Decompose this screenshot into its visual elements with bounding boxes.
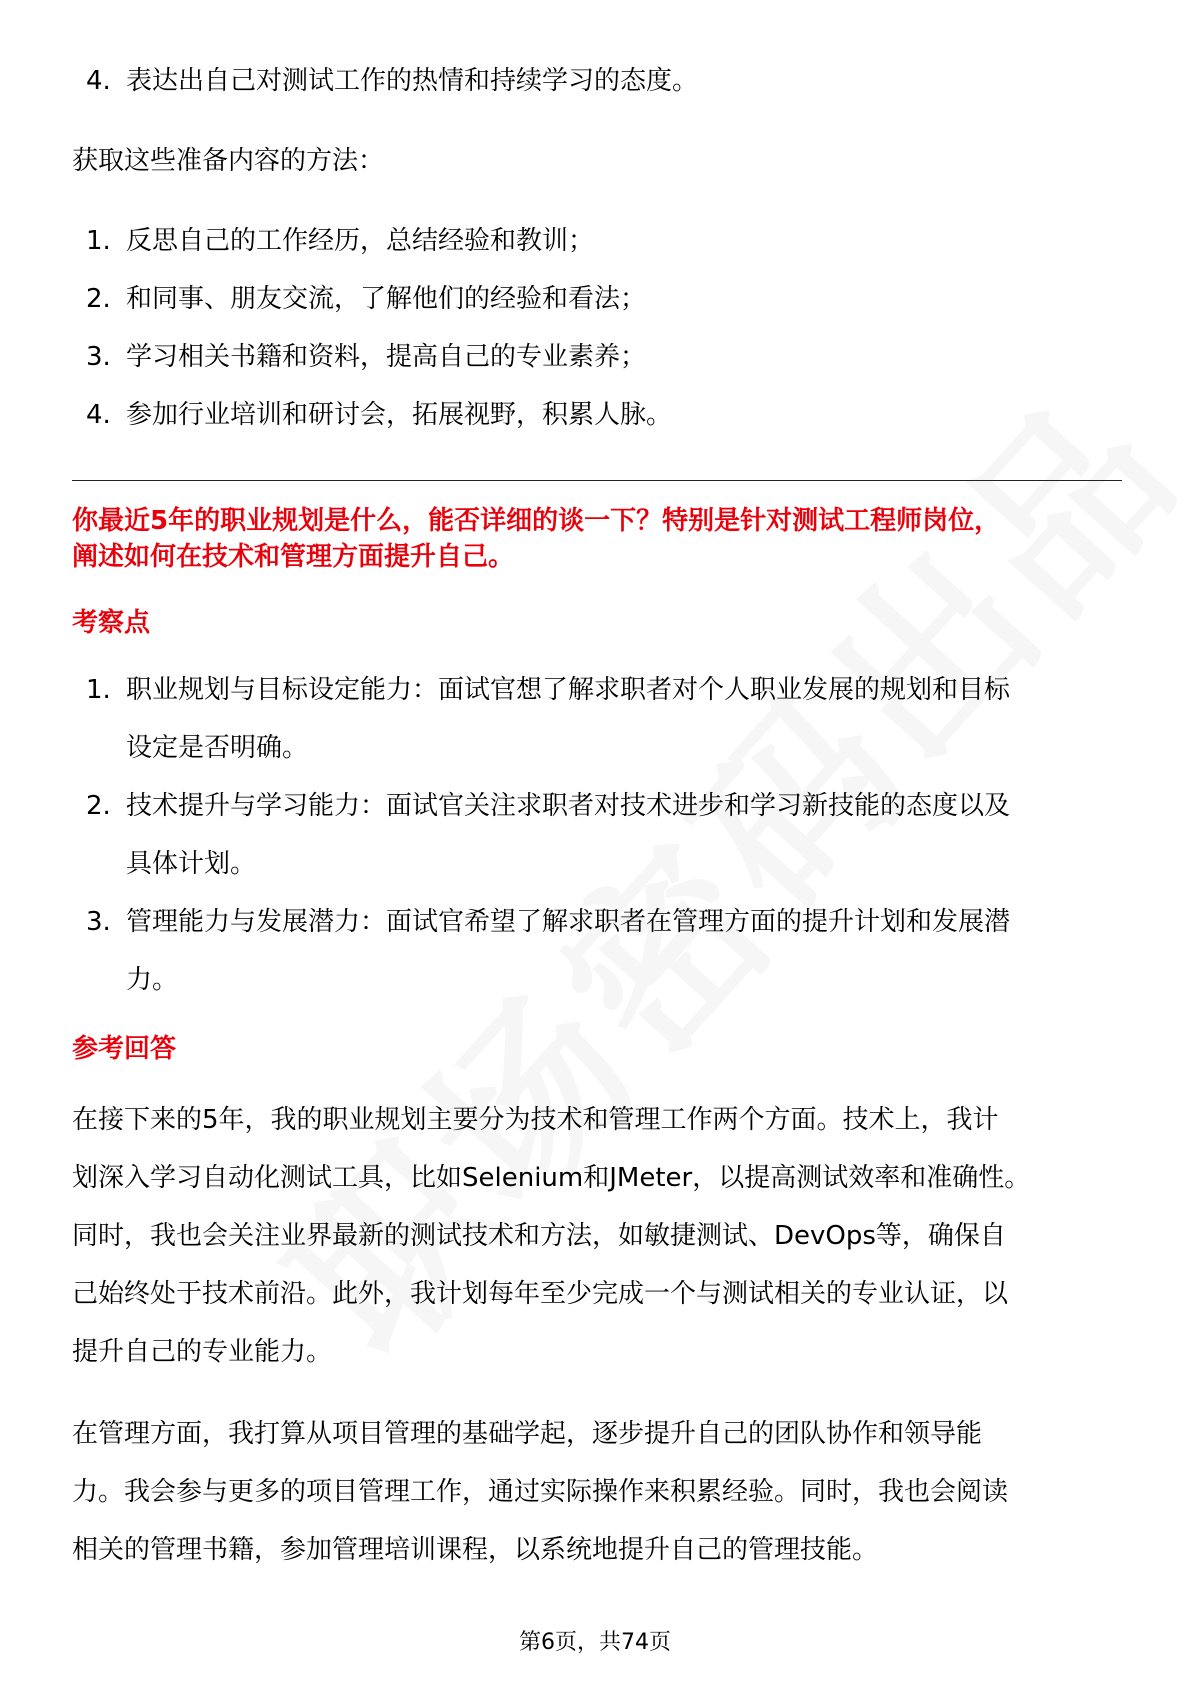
list-item <box>72 212 1122 270</box>
list-text-line: 具体计划。 <box>126 849 257 879</box>
top-list <box>72 52 1122 110</box>
list-item <box>72 270 1122 328</box>
answer-line: 相关的管理书籍，参加管理培训课程，以系统地提升自己的管理技能。 <box>72 1535 879 1565</box>
list-text-line: 设定是否明确。 <box>126 733 309 763</box>
list-item <box>72 777 1122 893</box>
list-number: 3. <box>86 342 111 372</box>
list-number: 1. <box>86 226 111 256</box>
methods-label: 获取这些准备内容的方法： <box>72 146 385 176</box>
list-text-line: 力。 <box>126 965 179 995</box>
answer-line: 在接下来的5年，我的职业规划主要分为技术和管理工作两个方面。技术上，我计 <box>72 1105 999 1135</box>
list-text: 参加行业培训和研讨会，拓展视野，积累人脉。 <box>126 400 673 430</box>
question-line: 阐述如何在技术和管理方面提升自己。 <box>72 542 515 572</box>
list-item <box>72 52 1122 110</box>
answer-line: 提升自己的专业能力。 <box>72 1337 333 1367</box>
page-content <box>72 52 1122 1579</box>
list-item <box>72 893 1122 1009</box>
page-footer: 第6页，共74页 <box>519 1630 671 1655</box>
list-text: 表达出自己对测试工作的热情和持续学习的态度。 <box>126 66 699 96</box>
list-text-line: 职业规划与目标设定能力：面试官想了解求职者对个人职业发展的规划和目标 <box>126 675 1011 705</box>
list-item <box>72 328 1122 386</box>
list-number: 3. <box>86 907 111 937</box>
answer-line: 力。我会参与更多的项目管理工作，通过实际操作来积累经验。同时，我也会阅读 <box>72 1477 1009 1507</box>
section-divider <box>72 480 1122 481</box>
list-text: 反思自己的工作经历，总结经验和教训； <box>126 226 595 256</box>
answer-line: 划深入学习自动化测试工具，比如Selenium和JMeter，以提高测试效率和准确性。 <box>72 1163 1031 1193</box>
answer-paragraph <box>72 1091 1122 1381</box>
list-number: 4. <box>86 400 111 430</box>
list-text: 和同事、朋友交流，了解他们的经验和看法； <box>126 284 647 314</box>
list-number: 2. <box>86 284 111 314</box>
list-item <box>72 386 1122 444</box>
answer-line: 同时，我也会关注业界最新的测试技术和方法，如敏捷测试、DevOps等，确保自 <box>72 1221 1006 1251</box>
answer-line: 在管理方面，我打算从项目管理的基础学起，逐步提升自己的团队协作和领导能 <box>72 1419 983 1449</box>
question-line: 你最近5年的职业规划是什么，能否详细的谈一下？特别是针对测试工程师岗位， <box>72 506 1001 536</box>
points-list <box>72 661 1122 1009</box>
list-text: 学习相关书籍和资料，提高自己的专业素养； <box>126 342 647 372</box>
list-number: 1. <box>86 675 111 705</box>
methods-list <box>72 212 1122 444</box>
question-heading <box>72 503 1122 575</box>
list-item <box>72 661 1122 777</box>
points-label: 考察点 <box>72 608 151 638</box>
answer-paragraph <box>72 1405 1122 1579</box>
list-number: 4. <box>86 66 111 96</box>
list-text-line: 管理能力与发展潜力：面试官希望了解求职者在管理方面的提升计划和发展潜 <box>126 907 1011 937</box>
answer-label: 参考回答 <box>72 1034 177 1064</box>
list-number: 2. <box>86 791 111 821</box>
answer-line: 己始终处于技术前沿。此外，我计划每年至少完成一个与测试相关的专业认证，以 <box>72 1279 1009 1309</box>
list-text-line: 技术提升与学习能力：面试官关注求职者对技术进步和学习新技能的态度以及 <box>126 791 1011 821</box>
